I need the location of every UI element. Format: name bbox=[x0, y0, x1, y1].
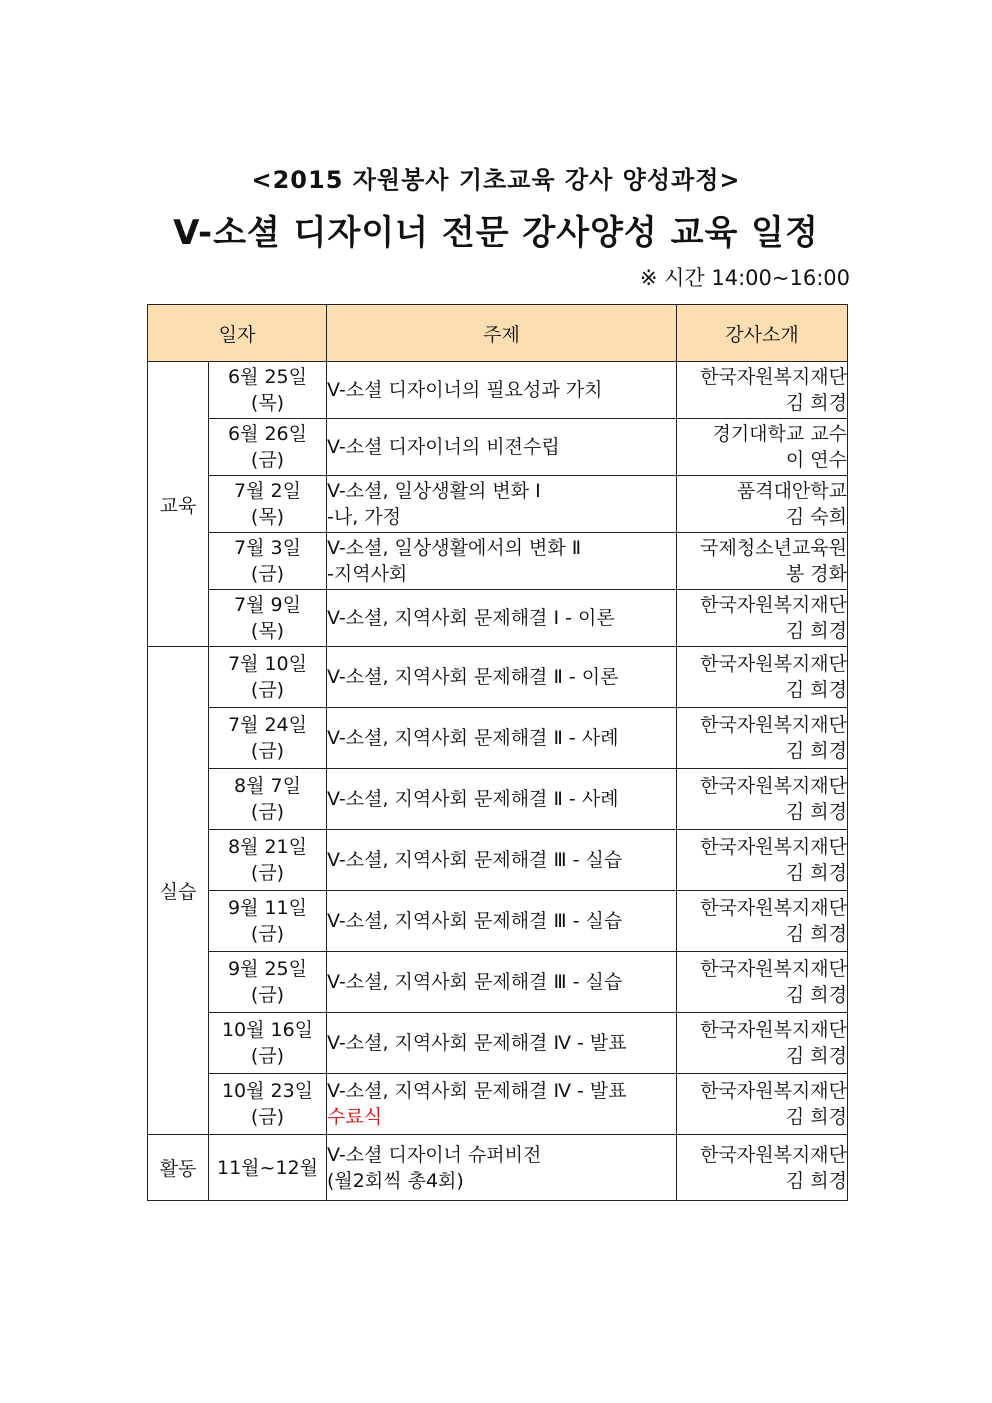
instructor-cell: 한국자원복지재단 김 희경 bbox=[677, 891, 848, 952]
instructor-cell: 한국자원복지재단 김 희경 bbox=[677, 590, 848, 647]
table-row bbox=[148, 708, 848, 769]
date-cell: 10월 23일 (금) bbox=[209, 1074, 327, 1135]
topic-cell: V-소셜 디자이너의 필요성과 가치 bbox=[327, 362, 677, 419]
date-cell: 10월 16일 (금) bbox=[209, 1013, 327, 1074]
table-row bbox=[148, 1135, 848, 1201]
document-title: V-소셜 디자이너 전문 강사양성 교육 일정 bbox=[173, 213, 819, 253]
topic-cell: V-소셜, 일상생활의 변화 Ⅰ -나, 가정 bbox=[327, 476, 677, 533]
topic-cell: V-소셜, 일상생활에서의 변화 Ⅱ -지역사회 bbox=[327, 533, 677, 590]
category-practice: 실습 bbox=[148, 647, 209, 1135]
topic-cell: V-소셜, 지역사회 문제해결 Ⅲ - 실습 bbox=[327, 891, 677, 952]
table-row bbox=[148, 952, 848, 1013]
date-cell: 6월 25일 (목) bbox=[209, 362, 327, 419]
topic-cell: V-소셜, 지역사회 문제해결 Ⅲ - 실습 bbox=[327, 830, 677, 891]
instructor-cell: 한국자원복지재단 김 희경 bbox=[677, 362, 848, 419]
table-row bbox=[148, 647, 848, 708]
topic-cell: V-소셜, 지역사회 문제해결 Ⅱ - 이론 bbox=[327, 647, 677, 708]
table-row bbox=[148, 419, 848, 476]
time-note: ※ 시간 14:00~16:00 bbox=[639, 266, 850, 290]
topic-cell: V-소셜, 지역사회 문제해결 Ⅱ - 사례 bbox=[327, 769, 677, 830]
table-row bbox=[148, 590, 848, 647]
category-activity: 활동 bbox=[148, 1135, 209, 1201]
date-cell: 6월 26일 (금) bbox=[209, 419, 327, 476]
date-cell: 7월 2일 (목) bbox=[209, 476, 327, 533]
table-row bbox=[148, 891, 848, 952]
table-row bbox=[148, 362, 848, 419]
table-header-row bbox=[148, 305, 848, 362]
instructor-cell: 한국자원복지재단 김 희경 bbox=[677, 769, 848, 830]
date-cell: 9월 11일 (금) bbox=[209, 891, 327, 952]
table-row bbox=[148, 533, 848, 590]
header-date: 일자 bbox=[148, 305, 327, 362]
instructor-cell: 한국자원복지재단 김 희경 bbox=[677, 830, 848, 891]
topic-cell: V-소셜, 지역사회 문제해결 Ⅰ - 이론 bbox=[327, 590, 677, 647]
date-cell: 9월 25일 (금) bbox=[209, 952, 327, 1013]
date-cell: 8월 7일 (금) bbox=[209, 769, 327, 830]
topic-cell: V-소셜, 지역사회 문제해결 Ⅳ - 발표 수료식 bbox=[327, 1074, 677, 1135]
instructor-cell: 경기대학교 교수 이 연수 bbox=[677, 419, 848, 476]
instructor-cell: 한국자원복지재단 김 희경 bbox=[677, 708, 848, 769]
topic-cell: V-소셜, 지역사회 문제해결 Ⅲ - 실습 bbox=[327, 952, 677, 1013]
instructor-cell: 한국자원복지재단 김 희경 bbox=[677, 1013, 848, 1074]
completion-ceremony-note: 수료식 bbox=[327, 1106, 383, 1128]
instructor-cell: 한국자원복지재단 김 희경 bbox=[677, 1074, 848, 1135]
topic-cell: V-소셜, 지역사회 문제해결 Ⅱ - 사례 bbox=[327, 708, 677, 769]
date-cell: 7월 24일 (금) bbox=[209, 708, 327, 769]
instructor-cell: 한국자원복지재단 김 희경 bbox=[677, 1135, 848, 1201]
date-cell: 7월 10일 (금) bbox=[209, 647, 327, 708]
instructor-cell: 한국자원복지재단 김 희경 bbox=[677, 952, 848, 1013]
instructor-cell: 국제청소년교육원 봉 경화 bbox=[677, 533, 848, 590]
date-cell: 8월 21일 (금) bbox=[209, 830, 327, 891]
table-row bbox=[148, 476, 848, 533]
table-row bbox=[148, 1074, 848, 1135]
topic-cell: V-소셜 디자이너 슈퍼비전 (월2회씩 총4회) bbox=[327, 1135, 677, 1201]
category-edu: 교육 bbox=[148, 362, 209, 647]
table-row bbox=[148, 769, 848, 830]
schedule-table bbox=[147, 304, 848, 1201]
instructor-cell: 한국자원복지재단 김 희경 bbox=[677, 647, 848, 708]
topic-cell: V-소셜, 지역사회 문제해결 Ⅳ - 발표 bbox=[327, 1013, 677, 1074]
date-cell: 7월 3일 (금) bbox=[209, 533, 327, 590]
table-row bbox=[148, 830, 848, 891]
header-topic: 주제 bbox=[327, 305, 677, 362]
header-instructor: 강사소개 bbox=[677, 305, 848, 362]
date-cell: 11월~12월 bbox=[209, 1135, 327, 1201]
table-row bbox=[148, 1013, 848, 1074]
topic-cell: V-소셜 디자이너의 비젼수립 bbox=[327, 419, 677, 476]
date-cell: 7월 9일 (목) bbox=[209, 590, 327, 647]
document-subtitle: <2015 자원봉사 기초교육 강사 양성과정> bbox=[251, 166, 741, 194]
instructor-cell: 품격대안학교 김 숙희 bbox=[677, 476, 848, 533]
